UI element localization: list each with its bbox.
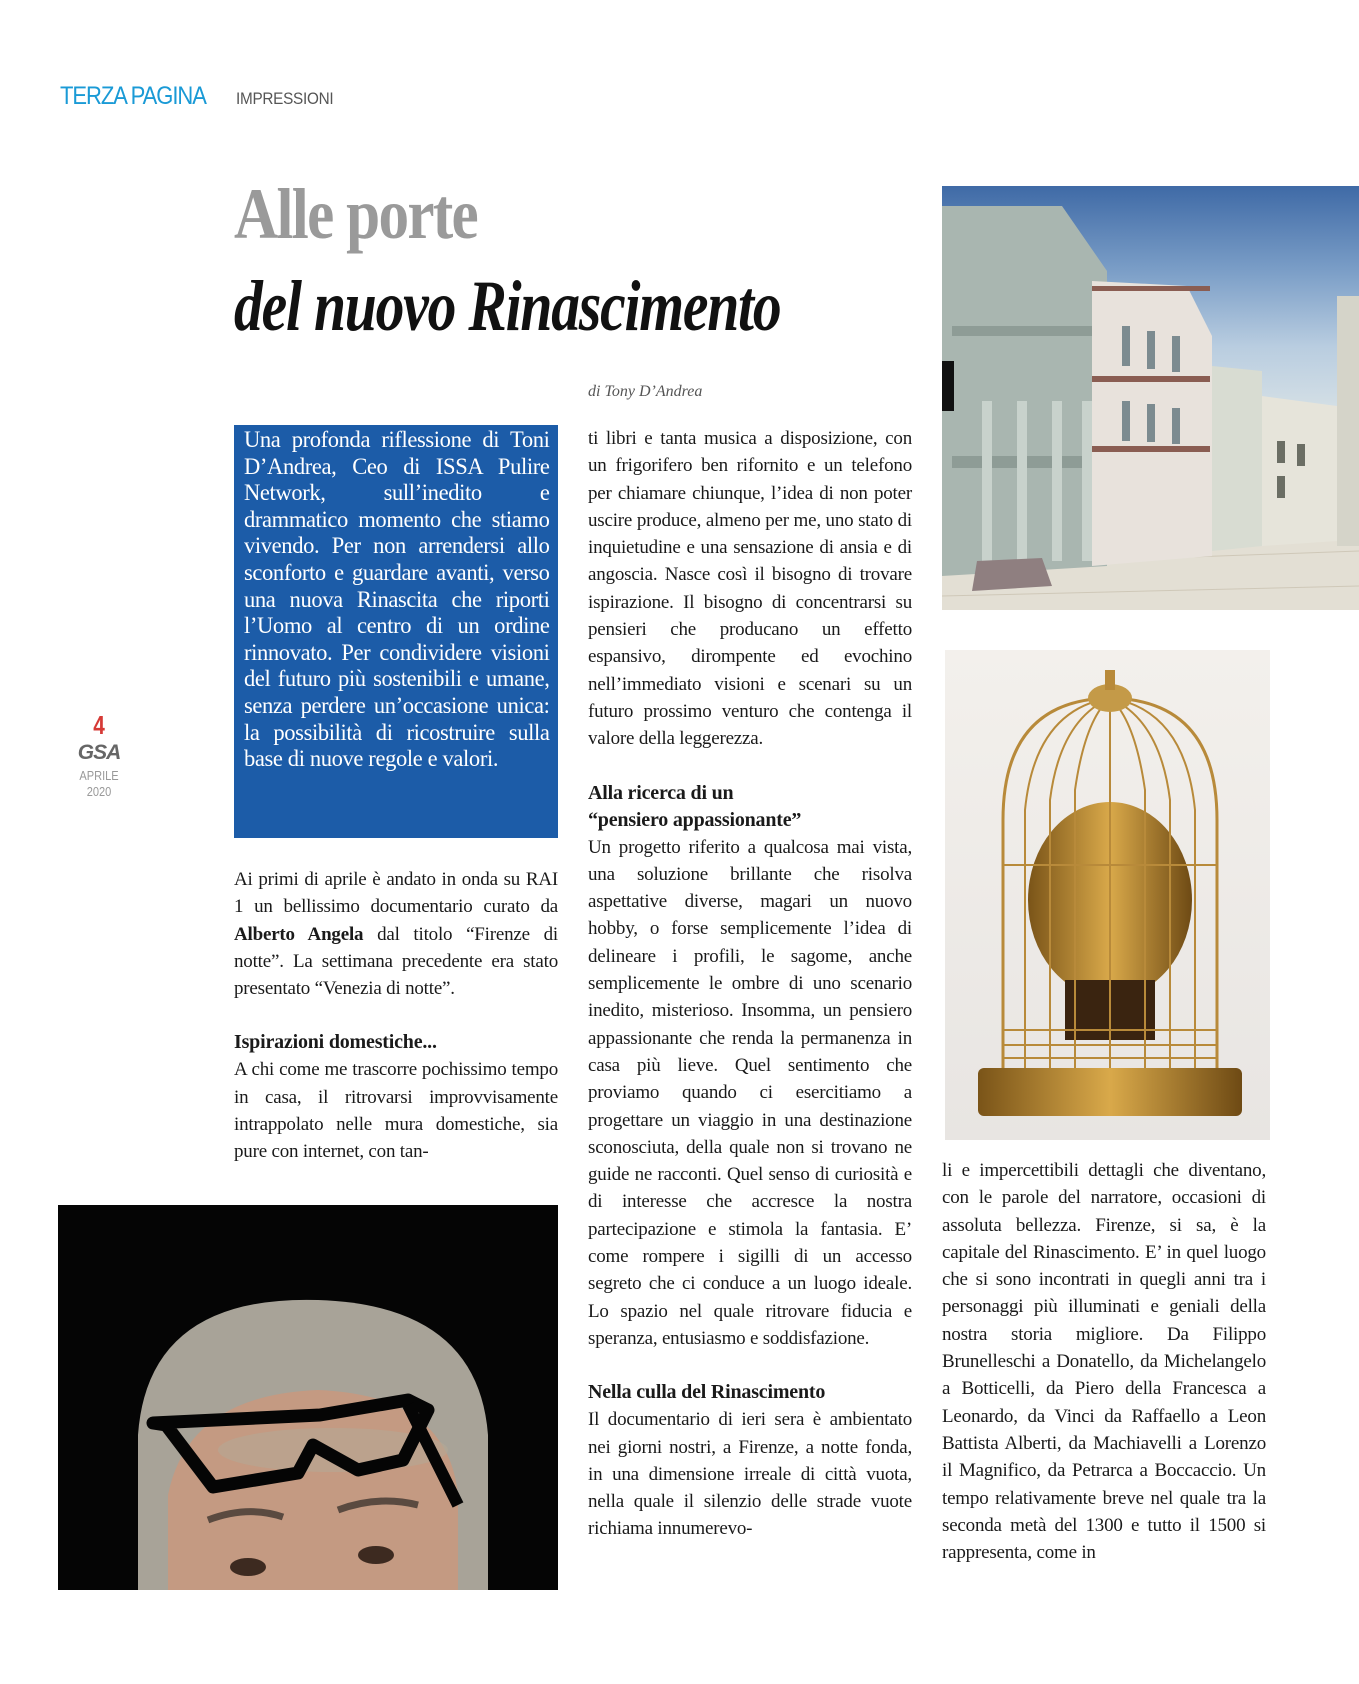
article-title-line2: del nuovo Rinascimento: [234, 266, 781, 346]
section-header: [60, 82, 334, 111]
section-title: TERZA PAGINA: [60, 82, 206, 110]
magazine-logo: GSA: [77, 741, 121, 764]
section-paragraph: Un progetto riferito a qualcosa mai vista, una soluzione brillante che risolva aspettative diverse, magari un nuovo hobby, o forse semplicemente l’idea di delineare i profili, le sagome, anche semplicemente le ombre di uno scenario inedito, misterioso. Insomma, un pensiero appassionante che renda la permanenza in casa più lieve. Quel sentimento che proviamo quando ci esercitiamo a progettare un viaggio in una destinazione sconosciuta, della quale non si trovano ne guide ne racconti. Quel senso di curiosità e di interesse che accresce la nostra partecipazione e stimola la fantasia. E’ come rompere i sigilli di un accesso segreto che ci conduce a un luogo ideale. Lo spazio nel quale ritrovare fiducia e speranza, entusiasmo e soddisfazione.: [588, 836, 912, 1349]
abstract-text: Una profonda riflessione di Toni D’Andrea, Ceo di ISSA Pulire Network, sull’inedito e drammatico momento che stiamo vivendo. Per non arrendersi allo sconforto e guardare avanti, verso una nuova Rinascita che riporti l’Uomo al centro di un ordine rinnovato. Per condividere visioni del futuro più sostenibili e umane, senza perdere un’occasione unica: la possibilità di ricostruire sulla base di nuove regole e valori.: [244, 427, 550, 773]
portrait-illustration: [58, 1205, 558, 1590]
article-title-line1: Alle porte: [234, 174, 478, 254]
ideal-city-image: [942, 186, 1359, 610]
column-2: [588, 425, 912, 1543]
section-paragraph: ti libri e tanta musica a disposizione, con un frigorifero ben rifornito e un telefono per chiamare chiunque, l’idea di non poter uscire produce, almeno per me, uno stato di inquietudine e una sensazione di ansia e di angoscia. Nasce così il bisogno di trovare ispirazione. Il bisogno di concentrarsi su pensieri che producano un effetto espansivo, dirompente ed evochino nell’immediato visioni e scenari su un futuro prossimo venturo che contenga il valore della leggerezza.: [588, 428, 912, 750]
issue-month: APRILE: [79, 768, 119, 783]
intro-bold-name: Alberto Angela: [234, 923, 364, 945]
city-illustration: [942, 186, 1359, 610]
byline: di Tony D’Andrea: [588, 383, 703, 400]
section-heading: [588, 780, 912, 834]
section-subtitle: IMPRESSIONI: [236, 89, 334, 108]
intro-text-end: dal titolo “Firenze di notte”. La settimana precedente era stato presentato “Venezia di notte”.: [234, 923, 558, 1000]
section-heading: Nella culla del Rinascimento: [588, 1381, 826, 1404]
column-3: [942, 1157, 1266, 1566]
page-marker: [60, 712, 138, 799]
column-1: [234, 866, 558, 1166]
birdcage-illustration: [945, 650, 1270, 1140]
intro-paragraph: [234, 866, 558, 1002]
issue-year: 2020: [86, 783, 112, 799]
cage-image: [945, 650, 1270, 1140]
section-paragraph: li e impercettibili dettagli che diventano, con le parole del narratore, occasioni di assoluta bellezza. Firenze, si sa, è la capitale del Rinascimento. E’ in quel luogo che si sono incontrati in quegli anni tra i personaggi più illuminati e geniali della nostra storia migliore. Da Filippo Brunelleschi a Donatello, da Michelangelo a Botticelli, da Piero della Francesca a Leonardo, da Vinci da Raffaello a Leon Battista Alberti, da Machiavelli a Lorenzo il Magnifico, da Petrarca a Boccaccio. Un tempo relativamente breve nel quale tra la seconda metà del 1300 e tutto il 1500 si rappresenta, come in: [942, 1160, 1266, 1564]
abstract-box: [234, 425, 558, 838]
section-heading: Ispirazioni domestiche...: [234, 1031, 437, 1054]
author-portrait: [58, 1205, 558, 1590]
page-number: 4: [93, 710, 105, 740]
heading-line1: Alla ricerca di un: [588, 781, 734, 804]
heading-line2: “pensiero appassionante”: [588, 808, 802, 831]
section-paragraph: Il documentario di ieri sera è ambientato nei giorni nostri, a Firenze, a notte fonda, in una dimensione irreale di città vuota, nella quale il silenzio delle strade vuote richiama innumerevo-: [588, 1409, 912, 1540]
intro-text: Ai primi di aprile è andato in onda su RAI 1 un bellissimo documentario curato da: [234, 869, 558, 918]
section-paragraph: A chi come me trascorre pochissimo tempo in casa, il ritrovarsi improvvisamente intrappolato nelle mura domestiche, sia pure con internet, con tan-: [234, 1059, 558, 1163]
